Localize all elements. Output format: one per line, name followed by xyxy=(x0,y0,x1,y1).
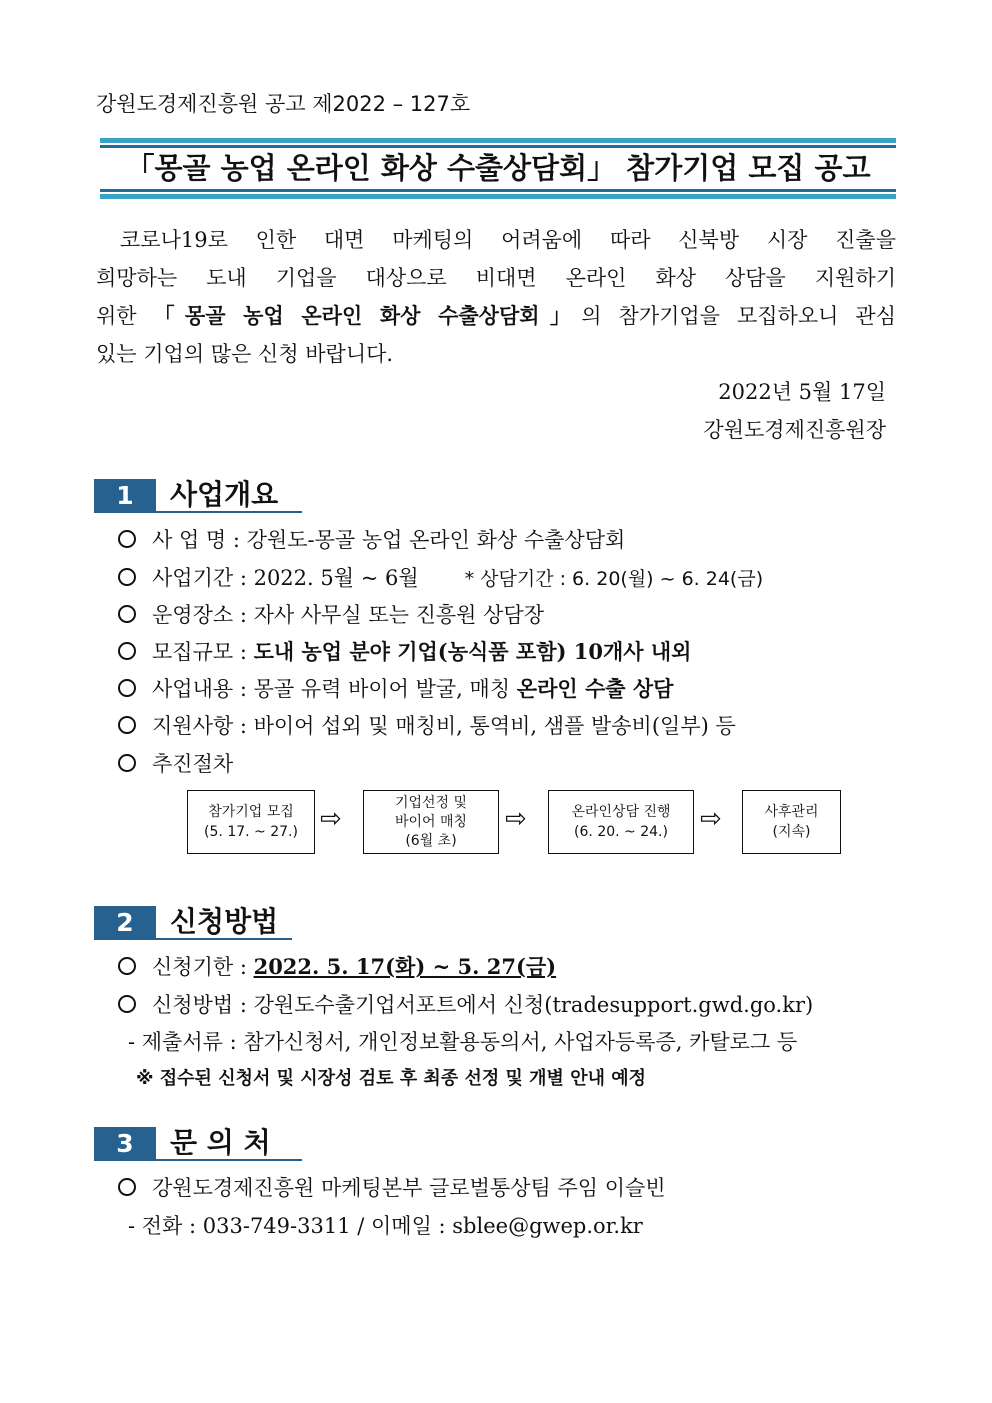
circle-bullet-icon xyxy=(118,716,136,734)
item-label: 모집규모 : xyxy=(152,640,254,664)
intro-line: 있는 기업의 많은 신청 바랍니다. xyxy=(96,342,394,366)
intro-text: 위한 xyxy=(96,304,154,328)
flow-step-followup xyxy=(742,790,841,854)
list-item xyxy=(118,710,736,740)
flow-step-date: (5. 17. ~ 27.) xyxy=(204,824,298,840)
section-underline xyxy=(156,511,302,513)
section-underline xyxy=(156,1159,302,1161)
list-item xyxy=(118,748,233,778)
notice-number: 강원도경제진흥원 공고 제2022 – 127호 xyxy=(96,92,471,116)
flow-step-text: 사후관리 xyxy=(764,804,819,820)
flow-step-date: (6월 초) xyxy=(405,832,457,849)
flow-step-text: 바이어 매칭 xyxy=(394,813,468,830)
item-label: 신청기한 : xyxy=(152,955,254,979)
title-rule-bottom-inner xyxy=(100,189,896,192)
flow-step-text: 참가기업 모집 xyxy=(208,804,294,820)
list-item xyxy=(118,562,763,592)
selection-note: ※ 접수된 신청서 및 시장성 검토 후 최종 선정 및 개별 안내 예정 xyxy=(136,1068,647,1089)
event-name: 「몽골 농업 온라인 화상 수출상담회」 xyxy=(153,303,582,328)
list-item xyxy=(118,1172,666,1202)
circle-bullet-icon xyxy=(118,957,136,975)
item-label: 신청방법 : xyxy=(152,993,254,1017)
section-number: 1 xyxy=(94,479,156,513)
contact-person: 강원도경제진흥원 마케팅본부 글로벌통상팀 주임 이슬빈 xyxy=(152,1176,666,1200)
title-rule-top xyxy=(100,138,896,143)
intro-line: 희망하는 도내 기업을 대상으로 비대면 온라인 화상 상담을 지원하기 xyxy=(96,266,896,290)
notice-date: 2022년 5월 17일 xyxy=(718,380,886,404)
circle-bullet-icon xyxy=(118,679,136,697)
flow-step-text: 기업선정 및 xyxy=(394,794,468,811)
circle-bullet-icon xyxy=(118,754,136,772)
item-label: 운영장소 : xyxy=(152,603,254,627)
section-title: 사업개요 xyxy=(170,478,279,511)
item-label: 사업기간 : xyxy=(152,566,254,590)
item-value: 몽골 유력 바이어 발굴, 매칭 xyxy=(253,677,517,701)
list-item xyxy=(118,599,544,629)
required-documents: - 제출서류 : 참가신청서, 개인정보활용동의서, 사업자등록증, 카탈로그 등 xyxy=(128,1030,798,1054)
application-method: 강원도수출기업서포트에서 신청(tradesupport.gwd.go.kr) xyxy=(253,993,814,1017)
item-label: 사 업 명 : xyxy=(152,528,247,552)
consult-period-note: * 상담기간 : 6. 20(월) ~ 6. 24(금) xyxy=(464,568,764,590)
circle-bullet-icon xyxy=(118,642,136,660)
list-item xyxy=(118,673,673,703)
contact-details: - 전화 : 033-749-3311 / 이메일 : sblee@gwep.or.kr xyxy=(128,1214,643,1238)
list-item xyxy=(118,636,691,666)
item-value: 자사 사무실 또는 진흥원 상담장 xyxy=(253,603,544,627)
flow-step-recruit xyxy=(187,790,315,854)
circle-bullet-icon xyxy=(118,530,136,548)
intro-line xyxy=(96,300,896,330)
intro-line: 코로나19로 인한 대면 마케팅의 어려움에 따라 신북방 시장 진출을 xyxy=(120,228,896,252)
list-item xyxy=(118,989,813,1019)
section-number: 3 xyxy=(94,1127,156,1161)
item-value: 강원도-몽골 농업 온라인 화상 수출상담회 xyxy=(246,528,626,552)
section-title: 신청방법 xyxy=(170,905,279,938)
intro-text: 의 참가기업을 모집하오니 관심 xyxy=(581,304,897,328)
flow-step-text: 온라인상담 진행 xyxy=(571,804,671,820)
flow-step-matching xyxy=(363,790,499,854)
flow-step-date: (6. 20. ~ 24.) xyxy=(574,824,668,840)
circle-bullet-icon xyxy=(118,1178,136,1196)
right-arrow-icon: ⇨ xyxy=(700,804,722,834)
flow-step-date: (지속) xyxy=(772,824,811,840)
right-arrow-icon: ⇨ xyxy=(505,804,527,834)
item-label: 지원사항 : xyxy=(152,714,254,738)
list-item xyxy=(118,951,556,981)
item-value: 바이어 섭외 및 매칭비, 통역비, 샘플 발송비(일부) 등 xyxy=(253,714,736,738)
flow-step-consult xyxy=(548,790,694,854)
issuer: 강원도경제진흥원장 xyxy=(703,418,886,442)
right-arrow-icon: ⇨ xyxy=(320,804,342,834)
item-value: 도내 농업 분야 기업(농식품 포함) 10개사 내외 xyxy=(253,639,692,664)
item-label: 사업내용 : xyxy=(152,677,254,701)
title-rule-bottom xyxy=(100,194,896,199)
section-underline xyxy=(156,938,292,940)
item-value-emphasis: 온라인 수출 상담 xyxy=(516,676,674,701)
application-deadline: 2022. 5. 17(화) ~ 5. 27(금) xyxy=(253,954,557,979)
circle-bullet-icon xyxy=(118,995,136,1013)
section-number: 2 xyxy=(94,906,156,940)
item-value: 2022. 5월 ~ 6월 xyxy=(253,566,419,590)
list-item xyxy=(118,524,625,554)
item-label: 추진절차 xyxy=(152,752,234,776)
circle-bullet-icon xyxy=(118,568,136,586)
section-title: 문 의 처 xyxy=(170,1126,271,1159)
circle-bullet-icon xyxy=(118,605,136,623)
page-title: 「몽골 농업 온라인 화상 수출상담회」 참가기업 모집 공고 xyxy=(125,151,871,185)
